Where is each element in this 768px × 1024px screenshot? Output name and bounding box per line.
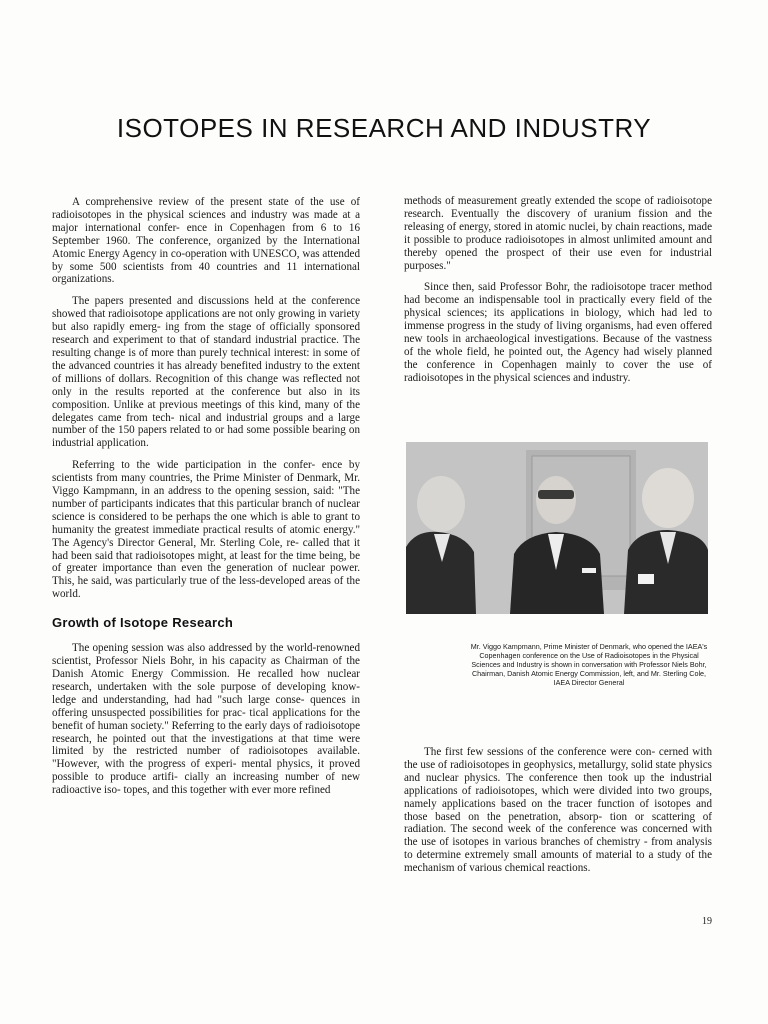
page-title: ISOTOPES IN RESEARCH AND INDUSTRY <box>116 113 652 144</box>
right-column-top <box>404 195 712 394</box>
paragraph: A comprehensive review of the present state of the use of radioisotopes in the physical sciences and industry was made at a major international confer- ence in Copenhagen from 6 to 16 September 1960. The conference, organized by the International Atomic Energy Agency in co-operation with UNESCO, was attended by some 500 scientists from 40 countries and 11 international organizations. <box>52 196 360 286</box>
paragraph: The opening session was also addressed by the world-renowned scientist, Professor Niels Bohr, in his capacity as Chairman of the Danish Atomic Energy Commission. He recalled how nuclear research, undertaken with the sole purpose of developing know- ledge and understanding, had had "such large conse- quences in offering unsuspected possibilities for prac- tical applications for the benefit of human society." Referring to the early days of radioisotope research, he pointed out that the investigations at that time were limited by the restricted number of radioisotopes available. "However, with the progress of experi- mental physics, it proved possible to produce artifi- cially an increasing number of new radioactive iso- topes, and this together with ever more refined <box>52 642 360 797</box>
right-column-bottom <box>404 746 712 884</box>
paragraph: The papers presented and discussions held at the conference showed that radioisotope applications are not only growing in variety but also rapidly emerg- ing from the stage of officially sponsored research and experiment to that of standard industrial practice. The resulting change is of more than purely technical interest: in some of the advanced countries it has already benefited industry to the extent of millions of dollars. Recognition of this change was reflected not only in the results reported at the conference but also in its composition. Unlike at previous meetings of this kind, many of the delegates came from tech- nical and industrial groups and a large number of the 150 papers related to or had some possible bearing on industrial application. <box>52 295 360 450</box>
paragraph: The first few sessions of the conference were con- cerned with the use of radioisotopes in geophysics, metallurgy, solid state physics and nuclear physics. The conference then took up the industrial applications of radioisotopes, which were divided into two groups, namely applications based on the tracer function of isotopes and those based on the penetration, absorp- tion or scattering of radiation. The second week of the conference was concerned with the use of isotopes in various branches of chemistry - from analysis to determine extremely small amounts of material to a study of the mechanism of various chemical reactions. <box>404 746 712 875</box>
section-heading: Growth of Isotope Research <box>52 615 234 631</box>
paragraph: Since then, said Professor Bohr, the radioisotope tracer method had become an indispensable tool in practically every field of the physical sciences; its applications in biology, which had led to immense progress in the study of living organisms, had even offered new tools in archaeological investigations. Because of the vastness of the whole field, he pointed out, the Agency had wisely planned the conference in Copenhagen mainly to cover the use of radioisotopes in the physical sciences and industry. <box>404 281 712 384</box>
left-column <box>52 196 360 806</box>
conference-photo <box>406 442 708 614</box>
paragraph: Referring to the wide participation in the confer- ence by scientists from many countries, the Prime Minister of Denmark, Mr. Viggo Kampmann, in an address to the opening session, said: "The number of participants indicates that this particular branch of nuclear science is considered to be perhaps the one which is able to grant to humanity the greatest immediate practical results of atomic energy." The Agency's Director General, Mr. Sterling Cole, re- called that it had been said that radioisotopes might, at least for the time being, be of greater importance than even the generation of nuclear power. This, he said, was particularly true of the less-developed areas of the world. <box>52 459 360 601</box>
photo-illustration <box>406 442 708 614</box>
photo-caption: Mr. Viggo Kampmann, Prime Minister of Denmark, who opened the IAEA's Copenhagen conference on the Use of Radioisotopes in the Physical Sciences and Industry is shown in conversation with Professor Niels Bohr, Chairman, Danish Atomic Energy Commission, left, and Mr. Sterling Cole, IAEA Director General <box>470 642 708 687</box>
paragraph: methods of measurement greatly extended the scope of radioisotope research. Eventually the discovery of uranium fission and the releasing of energy, stored in atomic nuclei, by chain reactions, made it possible to produce radioisotopes in almost unlimited amount and thereby opened the prospect of their use even for industrial purposes." <box>404 195 712 272</box>
page-number: 19 <box>702 916 712 927</box>
